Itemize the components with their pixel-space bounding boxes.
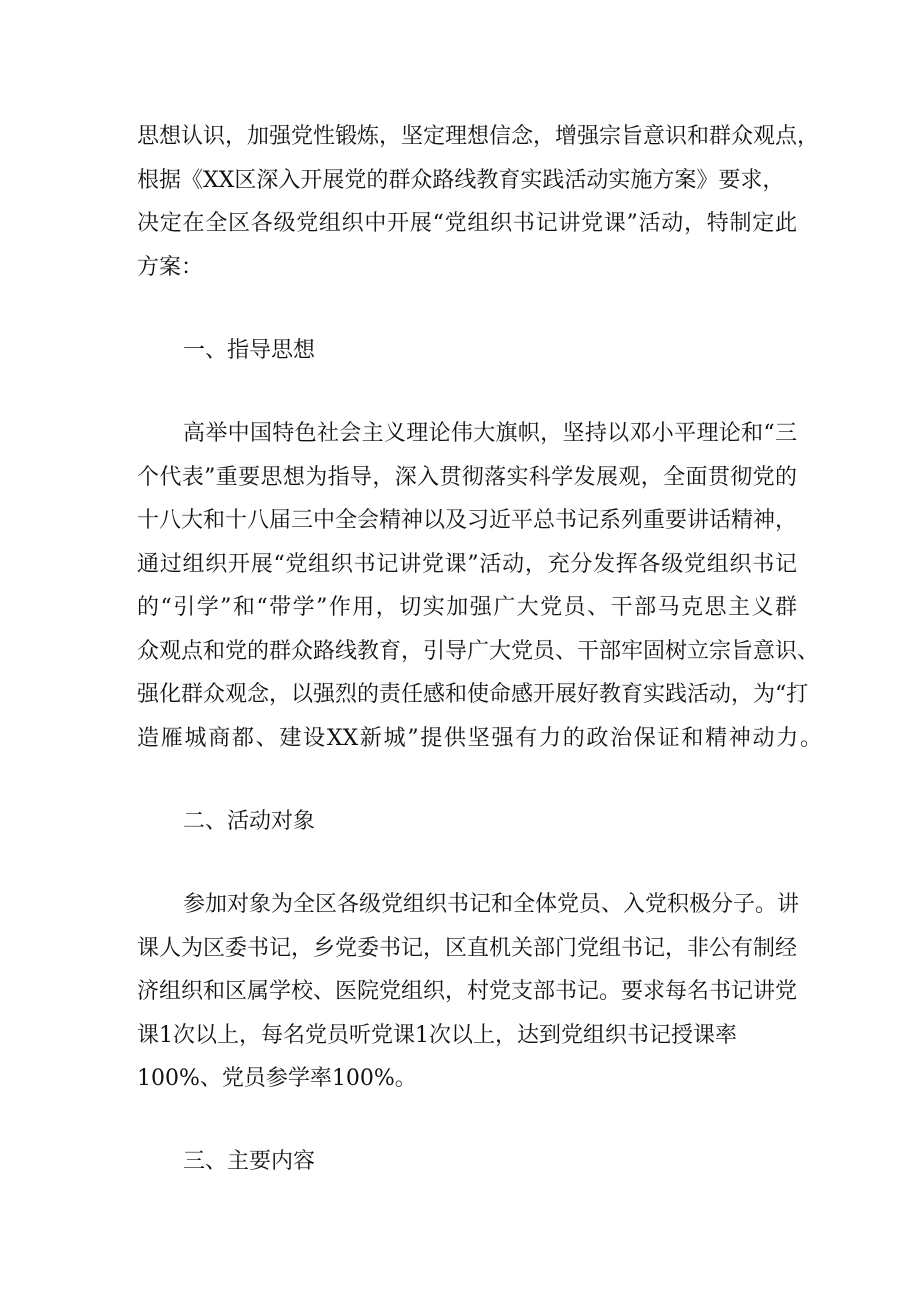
section1-line-7: 强化群众观念，以强烈的责任感和使命感开展好教育实践活动，为“打 <box>137 682 809 707</box>
section1-line-5: 的“引学”和“带学”作用，切实加强广大党员、干部马克思主义群 <box>137 595 797 620</box>
section2-line-1: 参加对象为全区各级党组织书记和全体党员、入党积极分子。讲 <box>183 892 800 917</box>
section-heading-activity-targets: 二、活动对象 <box>183 809 316 834</box>
section2-line-5: 100%、党员参学率100%。 <box>137 1066 417 1091</box>
section1-line-6: 众观点和党的群众路线教育，引导广大党员、干部牢固树立宗旨意识、 <box>137 639 820 664</box>
section1-line-8: 造雁城商都、建设XX新城”提供坚强有力的政治保证和精神动力。 <box>137 726 822 751</box>
intro-line-4: 方案： <box>137 255 204 280</box>
section2-line-3: 济组织和区属学校、医院党组织，村党支部书记。要求每名书记讲党 <box>137 979 798 1004</box>
section1-line-2: 个代表”重要思想为指导，深入贯彻落实科学发展观，全面贯彻党的 <box>137 465 797 490</box>
intro-line-2: 根据《XX区深入开展党的群众路线教育实践活动实施方案》要求， <box>137 168 785 193</box>
section2-line-4: 课1次以上，每名党员听党课1次以上，达到党组织书记授课率 <box>137 1023 737 1048</box>
section1-line-3: 十八大和十八届三中全会精神以及习近平总书记系列重要讲话精神， <box>137 508 798 533</box>
intro-line-1: 思想认识，加强党性锻炼，坚定理想信念，增强宗旨意识和群众观点， <box>137 124 820 149</box>
section-heading-guiding-ideology: 一、指导思想 <box>183 338 316 363</box>
intro-line-3: 决定在全区各级党组织中开展“党组织书记讲党课”活动，特制定此 <box>137 211 797 236</box>
section1-line-4: 通过组织开展“党组织书记讲党课”活动，充分发挥各级党组织书记 <box>137 552 797 577</box>
section2-line-2: 课人为区委书记，乡党委书记，区直机关部门党组书记，非公有制经 <box>137 936 798 961</box>
section-heading-main-content: 三、主要内容 <box>183 1149 316 1174</box>
section1-line-1: 高举中国特色社会主义理论伟大旗帜，坚持以邓小平理论和“三 <box>183 421 797 446</box>
